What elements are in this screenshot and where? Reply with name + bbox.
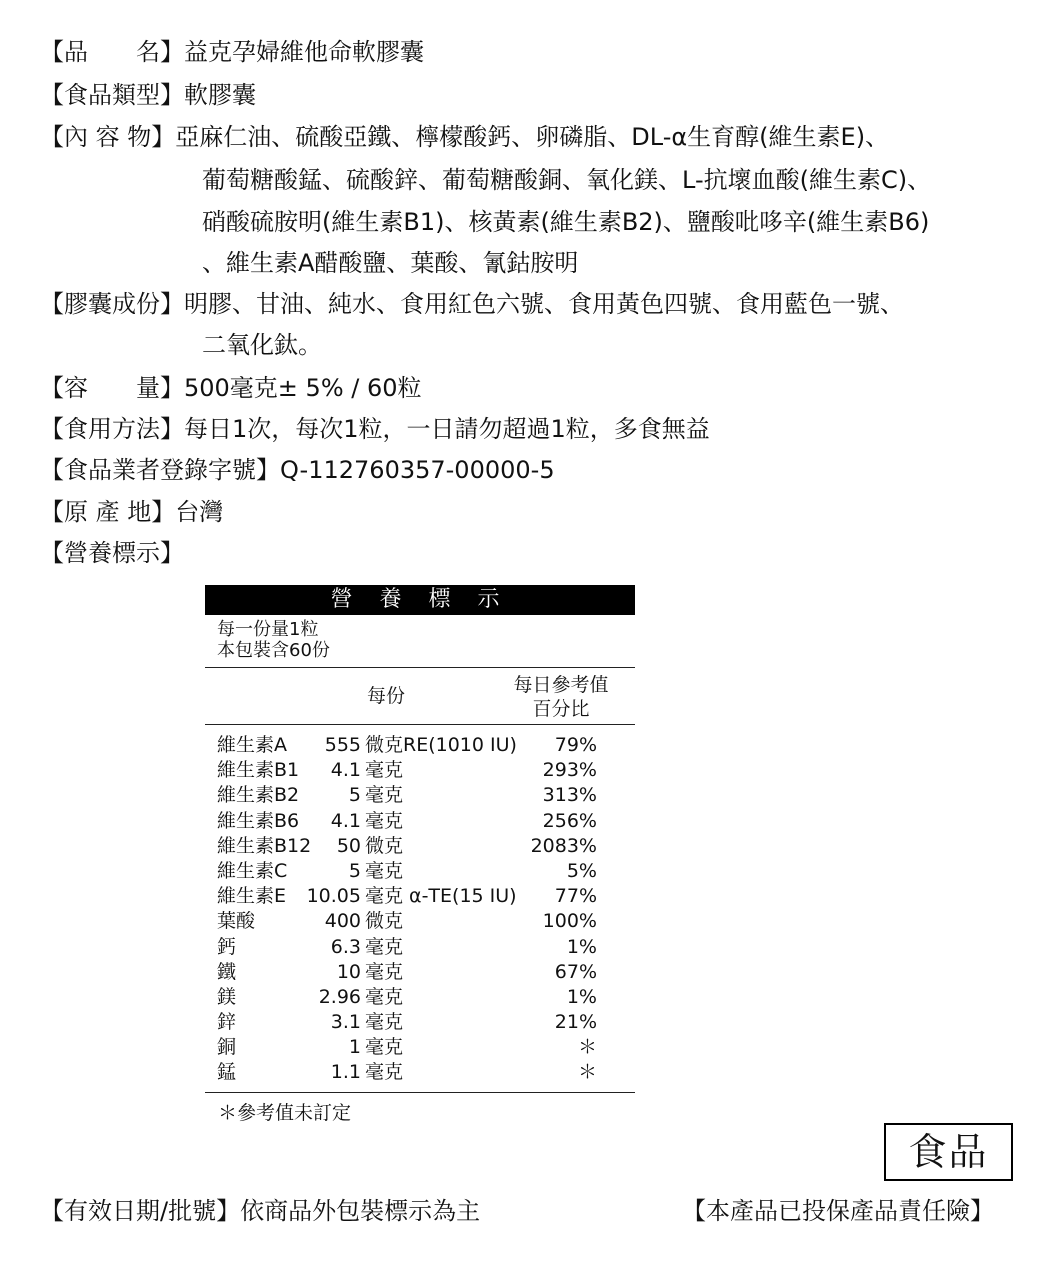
contents-line: 硝酸硫胺明(維生素B1)、核黃素(維生素B2)、鹽酸吡哆辛(維生素B6) xyxy=(202,208,930,236)
nutrient-dv: 313% xyxy=(542,784,597,807)
nutrient-row xyxy=(205,985,635,1010)
nutrient-amount: 5 xyxy=(348,784,361,807)
usage-value: 每日1次，每次1粒，一日請勿超過1粒，多食無益 xyxy=(184,415,710,443)
field-label: 【食用方法】 xyxy=(40,415,184,443)
nutrient-row xyxy=(205,809,635,834)
nutrient-unit: 微克 xyxy=(365,834,404,857)
nutrient-name: 葉酸 xyxy=(217,910,256,933)
food-badge: 食品 xyxy=(884,1123,1013,1181)
field-label: 【容 量】 xyxy=(40,374,184,402)
nutrient-dv: 77% xyxy=(554,885,597,908)
nutrient-row xyxy=(205,783,635,808)
nutrient-name: 鈣 xyxy=(217,935,237,958)
label-capsule xyxy=(40,289,904,319)
product-name: 益克孕婦維他命軟膠囊 xyxy=(184,38,424,66)
nutrient-unit: 毫克 xyxy=(365,985,404,1008)
nutrient-name: 維生素A xyxy=(217,734,287,756)
capsule-line: 明膠、甘油、純水、食用紅色六號、食用黃色四號、食用藍色一號、 xyxy=(184,290,904,318)
nutrient-unit: 毫克 xyxy=(365,1061,404,1084)
servings-per-package: 本包裝含60份 xyxy=(217,640,330,661)
nutrient-unit: 毫克 xyxy=(365,960,404,983)
nutrient-unit: 毫克 xyxy=(365,1011,404,1034)
label-volume xyxy=(40,373,422,403)
nutrient-unit: 微克RE(1010 IU) xyxy=(365,734,517,756)
nutrient-row xyxy=(205,960,635,985)
col-daily-value xyxy=(505,673,617,721)
field-label: 【原 產 地】 xyxy=(40,498,176,526)
nutrient-amount: 555 xyxy=(324,734,361,756)
contents-line: 、維生素A醋酸鹽、葉酸、氰鈷胺明 xyxy=(202,249,579,277)
nutrient-unit: 微克 xyxy=(365,910,404,933)
nutrient-unit: 毫克 xyxy=(365,1036,404,1059)
nutrient-name: 錳 xyxy=(217,1061,237,1084)
contents-line: 亞麻仁油、硫酸亞鐵、檸檬酸鈣、卵磷脂、DL-α生育醇(維生素E)、 xyxy=(175,123,890,151)
registration-value: Q-112760357-00000-5 xyxy=(280,456,555,484)
serving-info xyxy=(205,615,635,661)
insurance-note: 【本產品已投保產品責任險】 xyxy=(682,1197,994,1225)
nutrient-amount: 4.1 xyxy=(330,809,361,832)
nutrition-title: 營 養 標 示 xyxy=(205,585,635,615)
nutrient-amount: 400 xyxy=(324,910,361,933)
field-label: 【內 容 物】 xyxy=(40,123,176,151)
nutrient-amount: 6.3 xyxy=(330,935,361,958)
nutrient-unit: 毫克 xyxy=(365,935,404,958)
label-nutrition xyxy=(40,538,184,568)
nutrient-amount: 4.1 xyxy=(330,759,361,782)
nutrient-name: 維生素E xyxy=(217,885,287,908)
nutrient-row xyxy=(205,909,635,934)
footnote: ＊參考值未訂定 xyxy=(218,1102,352,1124)
expiry-line xyxy=(40,1196,480,1226)
label-name xyxy=(40,37,424,67)
divider xyxy=(205,1092,635,1093)
nutrient-amount: 10 xyxy=(336,960,361,983)
label-type xyxy=(40,80,256,110)
nutrient-amount: 3.1 xyxy=(330,1011,361,1034)
nutrient-dv: 67% xyxy=(554,960,597,983)
nutrient-row xyxy=(205,834,635,859)
capsule-line: 二氧化鈦。 xyxy=(202,331,322,359)
label-origin xyxy=(40,497,223,527)
nutrient-row xyxy=(205,1035,635,1060)
nutrient-amount: 5 xyxy=(348,859,361,882)
nutrient-amount: 10.05 xyxy=(306,885,361,908)
field-label: 【營養標示】 xyxy=(40,539,184,567)
nutrient-name: 維生素B12 xyxy=(217,834,312,857)
col-daily-value-line1: 每日參考值 xyxy=(513,674,609,696)
nutrient-row xyxy=(205,733,635,758)
nutrient-unit: 毫克 α-TE(15 IU) xyxy=(365,885,517,908)
nutrient-dv: 1% xyxy=(566,935,597,958)
nutrient-unit: 毫克 xyxy=(365,859,404,882)
nutrient-name: 鐵 xyxy=(217,960,237,983)
nutrient-row xyxy=(205,859,635,884)
serving-size: 每一份量1粒 xyxy=(217,619,319,640)
label-registration xyxy=(40,455,555,485)
nutrient-name: 維生素B6 xyxy=(217,809,300,832)
nutrition-header xyxy=(205,668,635,724)
col-per-serving: 每份 xyxy=(367,685,406,707)
label-contents xyxy=(40,122,889,152)
nutrient-row xyxy=(205,935,635,960)
nutrient-unit: 毫克 xyxy=(365,809,404,832)
nutrient-name: 維生素B1 xyxy=(217,759,300,782)
nutrient-row xyxy=(205,758,635,783)
nutrient-name: 維生素C xyxy=(217,859,288,882)
nutrient-row xyxy=(205,1060,635,1085)
field-label: 【食品類型】 xyxy=(40,81,184,109)
nutrient-name: 銅 xyxy=(217,1036,237,1059)
food-type: 軟膠囊 xyxy=(184,81,256,109)
field-label: 【食品業者登錄字號】 xyxy=(40,456,280,484)
nutrient-dv: 21% xyxy=(554,1011,597,1034)
nutrient-dv: 293% xyxy=(542,759,597,782)
volume-value: 500毫克± 5% / 60粒 xyxy=(184,374,422,402)
label-usage xyxy=(40,414,710,444)
field-label: 【膠囊成份】 xyxy=(40,290,184,318)
expiry-value: 依商品外包裝標示為主 xyxy=(240,1197,481,1225)
origin-value: 台灣 xyxy=(175,498,224,526)
nutrient-row xyxy=(205,1010,635,1035)
contents-line: 葡萄糖酸錳、硫酸鋅、葡萄糖酸銅、氧化鎂、L-抗壞血酸(維生素C)、 xyxy=(202,166,932,194)
nutrient-amount: 1.1 xyxy=(330,1061,361,1084)
nutrient-dv: ＊ xyxy=(577,1036,597,1059)
nutrient-amount: 2.96 xyxy=(318,985,361,1008)
nutrient-row xyxy=(205,884,635,909)
nutrient-dv: 79% xyxy=(554,734,597,756)
col-daily-value-line2: 百分比 xyxy=(532,698,590,720)
nutrient-name: 鎂 xyxy=(217,985,237,1008)
expiry-label: 【有效日期/批號】 xyxy=(40,1197,241,1225)
nutrient-dv: 2083% xyxy=(530,834,597,857)
nutrient-dv: ＊ xyxy=(577,1061,597,1084)
nutrient-unit: 毫克 xyxy=(365,759,404,782)
nutrition-rows xyxy=(205,725,635,1092)
nutrient-dv: 1% xyxy=(566,985,597,1008)
nutrition-table xyxy=(205,585,635,1093)
nutrient-amount: 50 xyxy=(336,834,361,857)
nutrient-dv: 100% xyxy=(542,910,597,933)
nutrient-name: 鋅 xyxy=(217,1011,237,1034)
nutrient-unit: 毫克 xyxy=(365,784,404,807)
nutrient-dv: 5% xyxy=(566,859,597,882)
nutrient-dv: 256% xyxy=(542,809,597,832)
nutrient-name: 維生素B2 xyxy=(217,784,300,807)
nutrient-amount: 1 xyxy=(348,1036,361,1059)
field-label: 【品 名】 xyxy=(40,38,184,66)
